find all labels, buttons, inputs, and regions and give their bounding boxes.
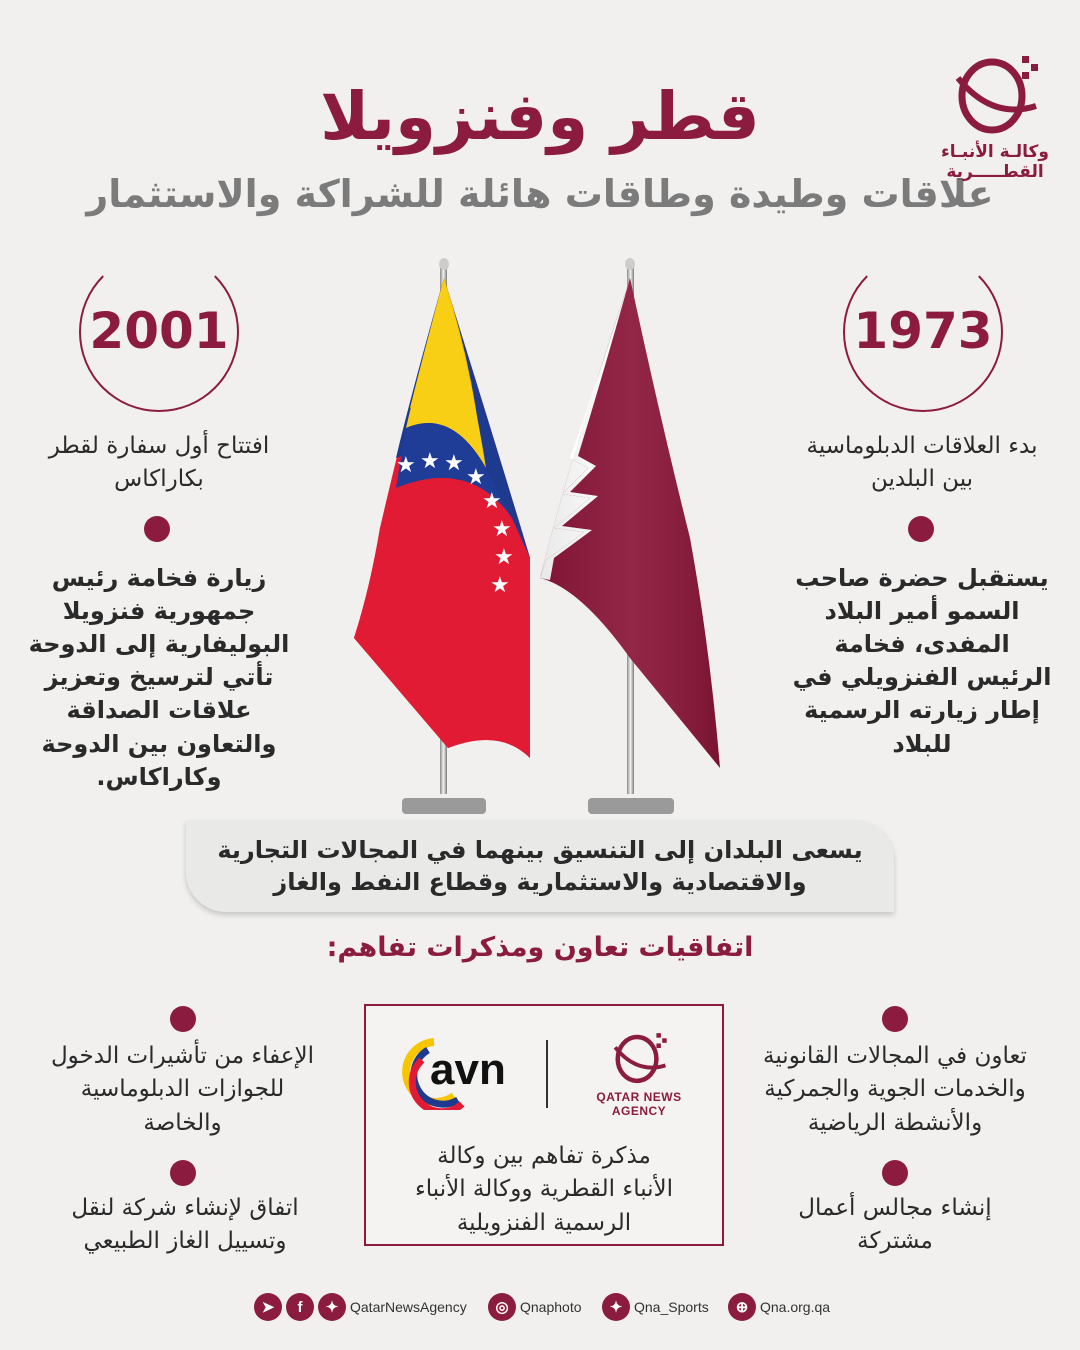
qna-logo-box <box>586 1028 692 1118</box>
agreements-title: اتفاقيات تعاون ومذكرات تفاهم: <box>326 932 754 963</box>
page-subtitle: علاقات وطيدة وطاقات هائلة للشراكة والاستثمار <box>86 172 994 216</box>
left-text-1: افتتاح أول سفارة لقطر بكاراكاس <box>48 433 270 493</box>
qna-en-line-1: QATAR NEWS <box>596 1090 682 1104</box>
qna-logo-top <box>930 48 1060 188</box>
footer-social <box>0 1292 1080 1324</box>
agreement-dot-left-1 <box>170 1006 196 1032</box>
avn-emblem-icon <box>400 1030 520 1110</box>
coordination-banner: يسعى البلدان إلى التنسيق بينهما في المجالات التجارية والاقتصادية والاستثمارية وقطاع النفط والغاز <box>186 820 894 912</box>
svg-text:★: ★ <box>396 453 416 478</box>
social-twitter-sports[interactable] <box>602 1292 709 1322</box>
social-instagram[interactable] <box>488 1292 582 1322</box>
twitter-sports-handle[interactable]: Qna_Sports <box>634 1299 709 1315</box>
right-text-1: بدء العلاقات الدبلوماسية بين البلدين <box>806 433 1038 493</box>
svg-text:★: ★ <box>490 573 510 598</box>
svg-text:★: ★ <box>420 449 440 474</box>
logo-line-1: وكالـة الأنبـاء <box>941 142 1049 162</box>
qna-emblem-icon <box>940 48 1050 138</box>
venezuela-flag-icon <box>354 278 530 758</box>
svg-text:★: ★ <box>444 451 464 476</box>
agreement-left-1: الإعفاء من تأشيرات الدخول للجوازات الدبلوماسية والخاصة <box>50 1043 315 1136</box>
twitter-main-handle[interactable]: QatarNewsAgency <box>350 1299 467 1315</box>
qna-emblem-small-icon <box>601 1028 677 1086</box>
year-1973: 1973 <box>853 302 993 360</box>
agreement-right-2: إنشاء مجالس أعمال مشتركة <box>798 1195 992 1255</box>
mou-text: مذكرة تفاهم بين وكالة الأنباء القطرية ووكالة الأنباء الرسمية الفنزويلية <box>414 1143 674 1236</box>
instagram-icon[interactable]: ◎ <box>488 1293 516 1321</box>
svg-text:★: ★ <box>494 545 514 570</box>
facebook-icon[interactable]: f <box>286 1293 314 1321</box>
twitter-sports-icon[interactable]: ✦ <box>602 1293 630 1321</box>
svg-text:avn: avn <box>430 1045 506 1094</box>
agreement-dot-right-1 <box>882 1006 908 1032</box>
right-dot-1 <box>908 516 934 542</box>
page-title: قطر وفنزويلا <box>320 78 760 155</box>
globe-icon[interactable]: ⊕ <box>728 1293 756 1321</box>
svg-text:★: ★ <box>492 517 512 542</box>
agreement-left-2: اتفاق لإنشاء شركة لنقل وتسييل الغاز الطبيعي <box>71 1195 299 1255</box>
svg-text:★: ★ <box>482 489 502 514</box>
logo-line-2: القطـــــرية <box>946 162 1044 183</box>
social-website[interactable] <box>728 1292 830 1322</box>
logo-divider <box>546 1040 548 1108</box>
left-text-2: زيارة فخامة رئيس جمهورية فنزويلا البوليفارية إلى الدوحة تأتي لترسيخ وتعزيز علاقات الصداقة والتعاون بين الدوحة وكاراكاس. <box>28 564 290 791</box>
agreement-right-1: تعاون في المجالات القانونية والخدمات الجوية والجمركية والأنشطة الرياضية <box>763 1043 1027 1136</box>
left-dot-1 <box>144 516 170 542</box>
twitter-icon[interactable]: ✦ <box>318 1293 346 1321</box>
agreement-dot-right-2 <box>882 1160 908 1186</box>
telegram-icon[interactable]: ➤ <box>254 1293 282 1321</box>
year-2001: 2001 <box>89 302 229 360</box>
social-twitter-main[interactable] <box>254 1292 467 1322</box>
avn-logo <box>400 1030 520 1110</box>
flags-illustration <box>340 258 740 818</box>
website-link[interactable]: Qna.org.qa <box>760 1299 831 1315</box>
svg-text:★: ★ <box>466 465 486 490</box>
agreement-dot-left-2 <box>170 1160 196 1186</box>
right-text-2: يستقبل حضرة صاحب السمو أمير البلاد المفدى، فخامة الرئيس الفنزويلي في إطار زيارته الرسمية للبلاد <box>792 564 1052 758</box>
instagram-handle[interactable]: Qnaphoto <box>520 1299 582 1315</box>
qna-en-line-2: AGENCY <box>611 1104 667 1119</box>
